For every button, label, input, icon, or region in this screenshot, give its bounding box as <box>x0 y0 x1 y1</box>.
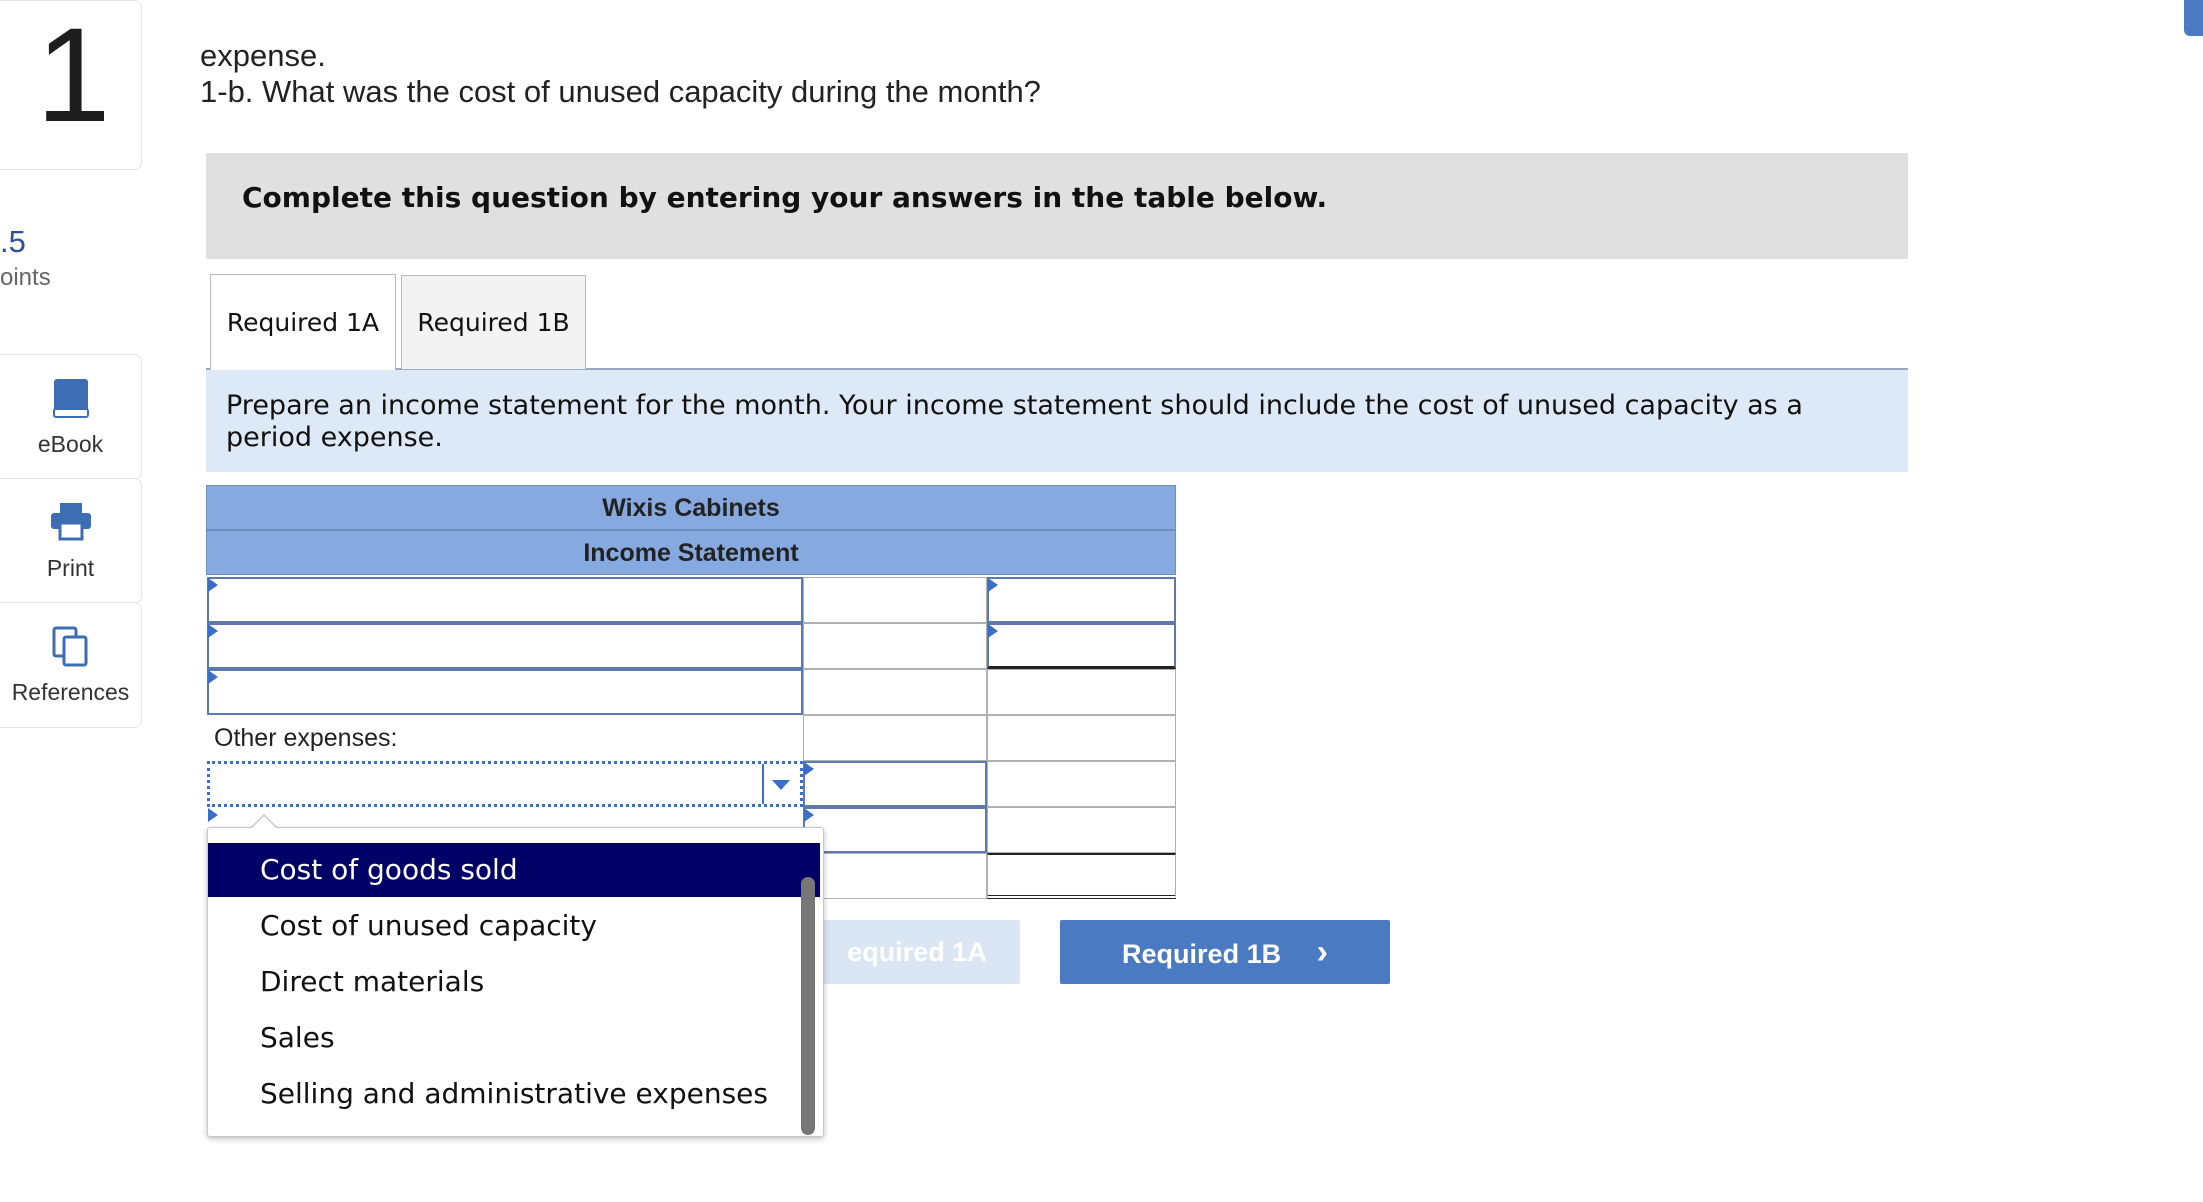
printer-icon <box>49 501 93 546</box>
input-marker <box>208 578 218 592</box>
previous-question-text: expense. <box>200 38 326 73</box>
row-3-amount-cell <box>803 669 987 715</box>
input-marker <box>208 808 218 822</box>
prompt-text: Prepare an income statement for the month. Your income statement should include the cost of unused capacity as a period expense. <box>226 390 1803 453</box>
print-label: Print <box>46 555 95 581</box>
input-marker <box>988 578 998 592</box>
dropdown-pointer-fill <box>252 816 276 828</box>
statement-title-header: Income Statement <box>206 530 1176 575</box>
row-1-amount-cell <box>803 577 987 623</box>
dropdown-option[interactable]: Direct materials <box>260 965 485 998</box>
ebook-button[interactable] <box>0 354 142 480</box>
copy-icon <box>51 625 91 674</box>
other-expenses-row <box>207 715 803 761</box>
row-7-amount-cell <box>803 853 987 899</box>
next-button-label: Required 1B <box>1122 939 1282 969</box>
question-number: 1 <box>36 1 111 150</box>
dropdown-option[interactable]: Sales <box>260 1021 335 1054</box>
prev-required-1a-button[interactable] <box>814 920 1020 984</box>
top-right-indicator <box>2184 0 2203 36</box>
row-5-total-cell <box>987 761 1176 807</box>
instruction-banner <box>206 153 1908 259</box>
row-2-total-input[interactable] <box>987 623 1176 669</box>
question-number-card <box>0 0 142 170</box>
print-button[interactable] <box>0 478 142 604</box>
book-icon <box>51 377 91 424</box>
dropdown-option[interactable]: Cost of unused capacity <box>260 909 597 942</box>
row-4-amount-cell <box>803 715 987 761</box>
points-value: .5 <box>0 224 26 259</box>
input-marker <box>804 808 814 822</box>
dropdown-option[interactable]: Selling and administrative expenses <box>260 1077 768 1110</box>
dropdown-scrollbar[interactable] <box>801 877 815 1135</box>
chevron-right-icon: › <box>1316 933 1328 971</box>
company-name-header: Wixis Cabinets <box>206 485 1176 530</box>
references-label: References <box>11 679 130 705</box>
row-3-label-input[interactable] <box>207 669 803 715</box>
tab-required-1a[interactable]: Required 1A <box>210 274 396 372</box>
input-marker <box>208 624 218 638</box>
instruction-text: Complete this question by entering your answers in the table below. <box>242 181 1328 214</box>
row-3-total-cell <box>987 669 1176 715</box>
prev-button-label: equired 1A <box>847 937 987 967</box>
row-5-amount-input[interactable] <box>803 761 987 807</box>
other-expenses-label: Other expenses: <box>214 724 398 752</box>
input-marker <box>804 762 814 776</box>
row-2-amount-cell <box>803 623 987 669</box>
row-1-label-input[interactable] <box>207 577 803 623</box>
question-text: 1-b. What was the cost of unused capacity during the month? <box>200 74 1041 109</box>
other-expense-select[interactable] <box>207 761 803 807</box>
row-1-total-input[interactable] <box>987 577 1176 623</box>
input-marker <box>988 624 998 638</box>
chevron-down-icon[interactable] <box>772 780 790 790</box>
net-income-cell <box>987 853 1176 899</box>
ebook-label: eBook <box>37 431 104 457</box>
row-6-total-cell <box>987 807 1176 853</box>
select-divider <box>762 764 764 804</box>
input-marker <box>208 670 218 684</box>
row-6-amount-input[interactable] <box>803 807 987 853</box>
expense-dropdown-list[interactable] <box>207 827 824 1137</box>
tab-required-1b[interactable]: Required 1B <box>401 275 586 369</box>
row-2-label-input[interactable] <box>207 623 803 669</box>
points-label: oints <box>0 264 51 291</box>
references-button[interactable] <box>0 602 142 728</box>
next-required-1b-button[interactable] <box>1060 920 1390 984</box>
prompt-box <box>206 370 1908 472</box>
row-4-total-cell <box>987 715 1176 761</box>
dropdown-option[interactable]: Cost of goods sold <box>208 843 820 897</box>
